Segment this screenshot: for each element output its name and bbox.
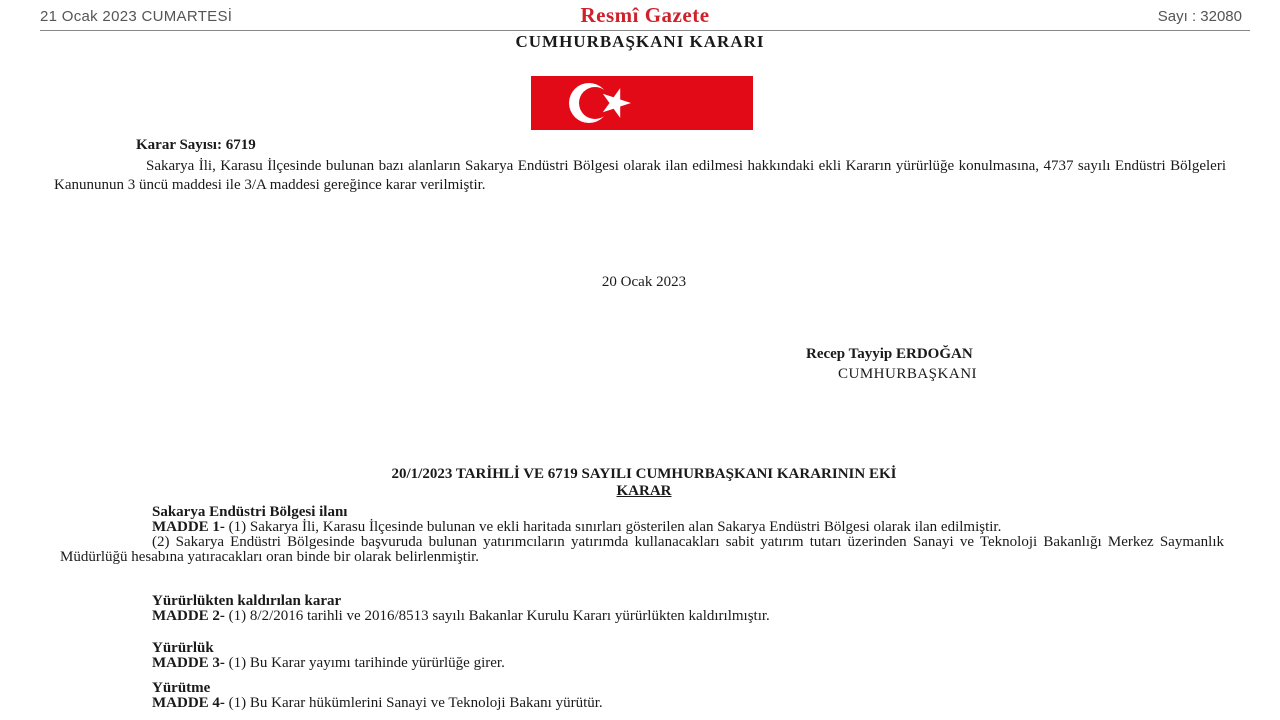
article-heading: Yürütme — [152, 680, 211, 696]
annex-title-line: 20/1/2023 TARİHLİ VE 6719 SAYILI CUMHURBAŞKANI KARARININ EKİ — [391, 466, 897, 482]
article-heading: Yürürlük — [152, 640, 214, 656]
turkish-flag-icon — [531, 76, 753, 130]
article-text: (1) Sakarya İli, Karasu İlçesinde bulunan ve ekli haritada sınırları gösterilen alan Sakarya Endüstri Bölgesi olarak ilan edilmiştir. — [224, 519, 1002, 535]
header-date: 21 Ocak 2023 CUMARTESİ — [40, 8, 233, 25]
gazette-title: Resmî Gazete — [580, 3, 710, 27]
article-4 — [60, 681, 1224, 711]
signer-title: CUMHURBAŞKANI — [838, 366, 978, 382]
decision-number: Karar Sayısı: 6719 — [136, 137, 256, 153]
article-text: (1) 8/2/2016 tarihli ve 2016/8513 sayılı Bakanlar Kurulu Kararı yürürlükten kaldırılmıştır. — [224, 608, 770, 624]
article-text: (1) Bu Karar yayımı tarihinde yürürlüğe girer. — [224, 655, 505, 671]
article-heading: Sakarya Endüstri Bölgesi ilanı — [152, 504, 348, 520]
article-heading: Yürürlükten kaldırılan karar — [152, 593, 342, 609]
article-number: MADDE 3- — [152, 655, 225, 671]
annex-subtitle: KARAR — [616, 483, 672, 499]
signer-name: Recep Tayyip ERDOĞAN — [806, 346, 973, 362]
article-text: (1) Bu Karar hükümlerini Sanayi ve Teknoloji Bakanı yürütür. — [224, 695, 603, 711]
annex-title — [40, 466, 1248, 500]
article-number: MADDE 2- — [152, 608, 225, 624]
gazette-header — [40, 3, 1250, 31]
article-paragraph: (2) Sakarya Endüstri Bölgesinde başvuruda bulunan yatırımcıların yatırımda kullanacakları sabit yatırım tutarı üzerinden Sanayi ve Teknoloji Bakanlığı Merkez Saymanlık Müdürlüğü hesabına yatıracakları oran binde bir olarak belirlenmiştir. — [60, 534, 1224, 565]
signature-date: 20 Ocak 2023 — [601, 274, 687, 290]
article-1 — [60, 505, 1224, 565]
article-3 — [60, 641, 1224, 671]
article-2 — [60, 594, 1224, 624]
article-number: MADDE 1- — [152, 519, 225, 535]
decision-body: Sakarya İli, Karasu İlçesinde bulunan bazı alanların Sakarya Endüstri Bölgesi olarak ilan edilmesi hakkındaki ekli Kararın yürürlüğe konulmasına, 4737 sayılı Endüstri Bölgeleri Kanununun 3 üncü maddesi ile 3/A maddesi gereğince karar verilmiştir. — [54, 158, 1226, 193]
article-number: MADDE 4- — [152, 695, 225, 711]
issue-number: Sayı : 32080 — [1157, 8, 1242, 25]
document-title: CUMHURBAŞKANI KARARI — [515, 32, 765, 51]
